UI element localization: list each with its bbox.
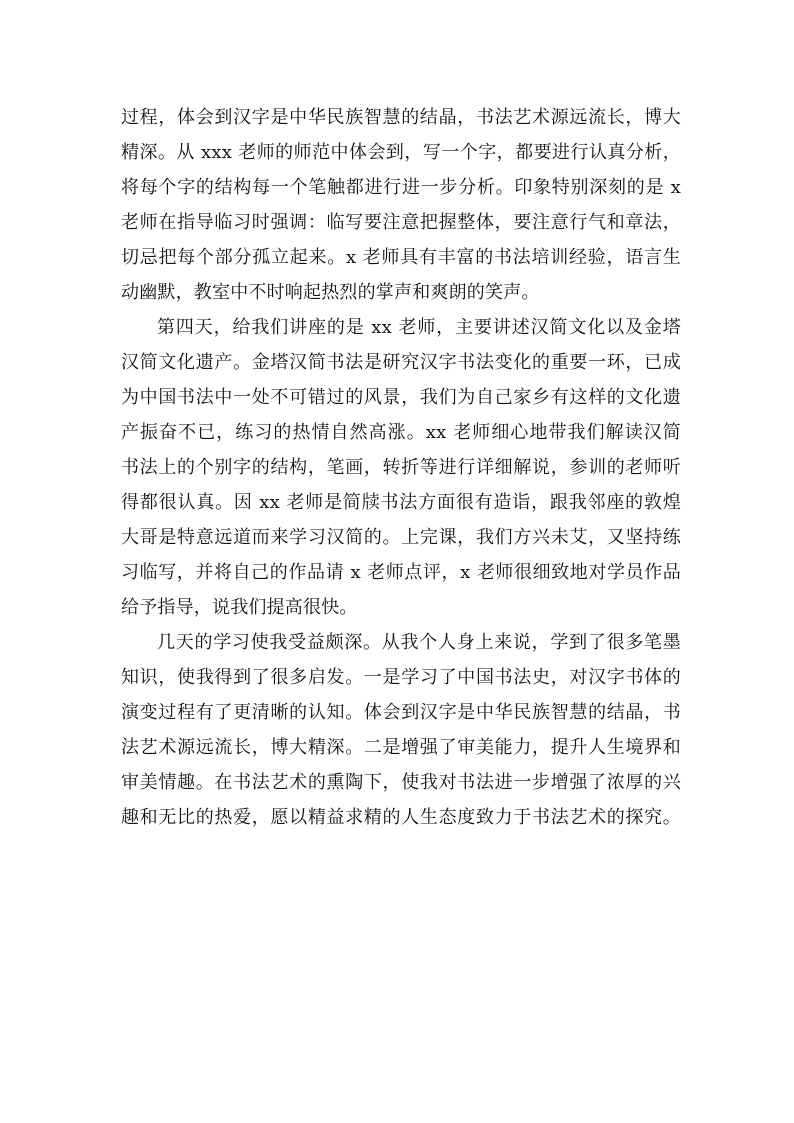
text-line: 大哥是特意远道而来学习汉简的。上完课，我们方兴未艾，又坚持练	[121, 527, 681, 548]
text-line: 知识，使我得到了很多启发。一是学习了中国书法史，对汉字书体的	[121, 667, 681, 688]
text-line: 精深。从 xxx 老师的师范中体会到，写一个字，都要进行认真分析，	[121, 142, 681, 163]
text-line: 产振奋不已，练习的热情自然高涨。xx 老师细心地带我们解读汉简	[121, 422, 681, 443]
paragraph-2	[121, 310, 681, 625]
text-line: 审美情趣。在书法艺术的熏陶下，使我对书法进一步增强了浓厚的兴	[121, 772, 681, 793]
text-line: 习临写，并将自己的作品请 x 老师点评，x 老师很细致地对学员作品	[121, 562, 681, 583]
text-line: 演变过程有了更清晰的认知。体会到汉字是中华民族智慧的结晶，书	[121, 702, 681, 723]
text-line: 得都很认真。因 xx 老师是简牍书法方面很有造诣，跟我邻座的敦煌	[121, 492, 681, 513]
text-line: 法艺术源远流长，博大精深。二是增强了审美能力，提升人生境界和	[121, 737, 681, 758]
text-line: 书法上的个别字的结构，笔画，转折等进行详细解说，参训的老师听	[121, 457, 681, 478]
text-line: 切忌把每个部分孤立起来。x 老师具有丰富的书法培训经验，语言生	[121, 247, 681, 268]
body-text	[121, 100, 681, 835]
paragraph-1	[121, 100, 681, 310]
text-line: 几天的学习使我受益颇深。从我个人身上来说，学到了很多笔墨	[157, 632, 681, 653]
text-line: 老师在指导临习时强调：临写要注意把握整体，要注意行气和章法，	[121, 212, 681, 233]
text-line: 趣和无比的热爱，愿以精益求精的人生态度致力于书法艺术的探究。	[121, 807, 681, 828]
text-line: 给予指导，说我们提高很快。	[121, 597, 358, 618]
paragraph-3	[121, 625, 681, 835]
text-line: 第四天，给我们讲座的是 xx 老师，主要讲述汉简文化以及金塔	[157, 317, 681, 338]
text-line: 汉简文化遗产。金塔汉简书法是研究汉字书法变化的重要一环，已成	[121, 352, 681, 373]
text-line: 将每个字的结构每一个笔触都进行进一步分析。印象特别深刻的是 x	[121, 177, 681, 198]
text-line: 过程，体会到汉字是中华民族智慧的结晶，书法艺术源远流长，博大	[121, 107, 681, 128]
text-line: 动幽默，教室中不时响起热烈的掌声和爽朗的笑声。	[121, 282, 540, 303]
text-line: 为中国书法中一处不可错过的风景，我们为自己家乡有这样的文化遗	[121, 387, 681, 408]
